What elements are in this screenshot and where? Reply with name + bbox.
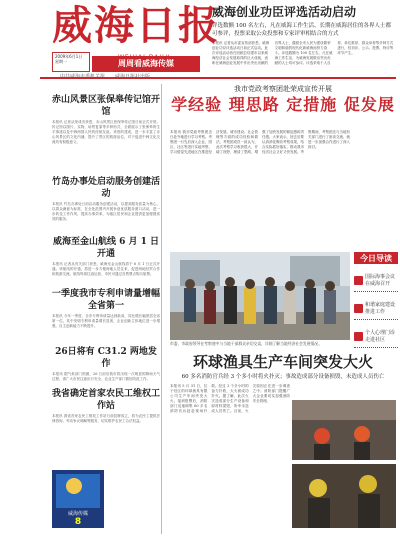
sidebar-title: 今日导读 <box>354 252 398 264</box>
second-story-body: 本报讯 5 月 31 日，位于经区的环球渔具有限公司生产车间突发大火。接到报警后，消防部门迅速调集 60 多名消防官兵赶赴现场扑救。经过 3 个多小时的奋力扑救，大火被成功扑灭。据了解，此次火灾造成部分生产设备和原材料损毁，所幸未造成人员伤亡。目前，火灾原因正在进一步调查之中。消防部门提醒广大企业要切实加强消防安全管理。 <box>170 384 290 413</box>
sidebar-item-label: 和谐家庭建设推进工作 <box>365 301 396 315</box>
top-story-body: 本报讯 记者从市委宣传部获悉，威海创业功臣评选活动日前正式启动。此次评选活动旨在回顾总结建市以来威海经济社会发展取得的巨大成就，表彰在威海创业发展中作出突出贡献的各界人士，激励全市人民为建设繁荣文明和谐的现代化新威海而努力奋斗。评选数额为 100 名左右。凡在威海工作生活、为威海发展做出突出贡献的人士均可参评。评选采取个人自荐、单位推荐、群众举荐等多种方式进行，经初评、公示、投票、终评等环节产生。 <box>212 41 394 65</box>
main-story-kicker: 我市党政考察团赴荣成宣传开展 <box>234 85 332 93</box>
sidebar-item-label: 个人心理门诊走进社区 <box>365 329 396 343</box>
issue-info-text: 2009年6月1日 星期一 <box>55 54 83 64</box>
second-story-headline[interactable]: 环球渔具生产车间突发大火 <box>192 353 373 371</box>
left-article-body: 本报讯 竹岛办事处日前启动服务创建活动，以提高服务质量为核心，以群众满意为标准，在全处范围内开展争创优质服务窗口活动，进一步转变工作作风，提高办事效率，为辖区居民和企业提供更加便捷高效的服务。 <box>52 202 160 221</box>
left-article-headline[interactable]: 赤山风景区张保皋传记馆开馆 <box>52 95 161 117</box>
ad-text: 威海传媒 <box>67 511 88 517</box>
main-story-body: 本报讯 我市党政考察团近日赴外地进行学习考察。考察团一行先后深入企业、园区、社区等进行实地考察，学习借鉴先进地区在推进经济发展、城市建设、社会管理等方面的成功经验和做法。考察团成员一致认为，此次考察学习收获很大，开阔了视野，理清了思路，增强了加快发展的紧迫感和责任感。大家表示，回去后要认真消化吸收考察成果，结合实际抓好落实，推动我市经济社会又好又快发展。考察期间，考察团还与当地有关部门进行了座谈交流，就进一步加强合作进行了深入探讨。 <box>170 130 350 154</box>
main-story-photo <box>170 252 350 340</box>
sidebar-bullet-icon <box>354 276 363 285</box>
advertisement[interactable] <box>52 470 104 528</box>
photo-caption: 市委、市政府领导在考察途中与当地干部群众亲切交谈，详细了解当地经济社会发展情况。 <box>170 341 322 346</box>
fire-photo <box>292 400 396 528</box>
ad-emblem-icon <box>66 478 82 494</box>
left-article-body: 本报讯 记者从荣成市获悉，赤山风景区张保皋传记馆日前正式开馆。传记馆以图片、实物、场景复原等多种形式，全面展示了张保皋的生平事迹以及中韩两国人民的传统友谊。该馆的建成，进一步丰富了赤山风景区的文化内涵，提升了景区的旅游品位，对于促进中韩文化交流具有积极意义。 <box>52 120 160 144</box>
second-story-subheadline: 60 多名消防官兵经 3 个多小时将火扑灭；事故造成部分设备损毁，未造成人员伤亡 <box>181 374 385 380</box>
top-story-lead: 评选数额 100 名左右，凡在威海工作生活、长期在威海居住的各界人士都可参评，投票采取公众投票和专家评审相结合的方式 <box>212 23 391 37</box>
sidebar-bullet-icon <box>354 304 363 313</box>
left-article-headline[interactable]: 竹岛办事处启动服务创建活动 <box>52 177 161 199</box>
left-article-headline[interactable]: 26日将有 C31.2 两地发作 <box>55 347 157 369</box>
left-article-1 <box>52 94 160 180</box>
ad-number: 8 <box>74 517 82 527</box>
sidebar-item[interactable] <box>354 298 398 320</box>
newspaper-logo: 威海日报 <box>52 2 220 49</box>
sidebar-item-label: 国际海事会议在威海召开 <box>365 273 396 287</box>
sidebar-item[interactable] <box>354 270 398 292</box>
left-article-body: 本报讯 据气象部门预测，26 日前后我市将出现一次明显的降雨天气过程，请广大市民注意出行安全，农业生产部门做好防范工作。 <box>52 372 160 381</box>
top-story <box>212 4 396 74</box>
masthead-rule <box>40 77 396 79</box>
photo-illustration <box>170 252 350 340</box>
left-article-6 <box>52 388 160 462</box>
left-column <box>52 84 162 534</box>
left-article-body: 本报讯 我省首家农民工维权工作站日前挂牌成立，将为农民工提供法律咨询、劳动争议调解等服务，切实维护农民工合法权益。 <box>52 414 160 423</box>
second-story-header <box>170 352 396 381</box>
left-article-headline[interactable]: 一季度我市专利申请量增幅全省第一 <box>52 289 161 311</box>
sidebar-item[interactable] <box>354 326 398 348</box>
left-article-headline[interactable]: 我省确定首家农民工维权工作站 <box>52 389 161 411</box>
issue-info-box-right <box>202 52 206 72</box>
left-article-2 <box>52 176 160 242</box>
issue-info-box <box>52 52 90 72</box>
today-guide-sidebar <box>354 252 398 362</box>
sidebar-bullet-icon <box>354 332 363 341</box>
left-article-body: 本报讯 记者从有关部门获悉，威海至金山航线将于 6 月 1 日正式开通。该航线的开通，将进一步方便两地人员往来，促进两地经贸合作和旅游交流。航线每周往返运营，市民可通过各售票点购买船票。 <box>52 262 160 276</box>
left-article-headline[interactable]: 威海至金山航线 6 月 1 日开通 <box>52 237 160 259</box>
top-story-headline[interactable]: 威海创业功臣评选活动启动 <box>212 5 357 19</box>
main-story-header <box>170 84 396 128</box>
main-story-headline[interactable]: 学经验 理思路 定措施 促发展 <box>171 95 395 114</box>
left-article-body: 本报讯 今年一季度，全市专利申请量达到新高，同比增长幅度居全省第一位。其中发明专利申请量增长显著，企业创新主体地位进一步增强，自主创新能力不断提升。 <box>52 314 160 328</box>
fire-photo-illustration <box>292 400 396 528</box>
masthead-banner: 周周看威海传媒 <box>92 56 200 72</box>
